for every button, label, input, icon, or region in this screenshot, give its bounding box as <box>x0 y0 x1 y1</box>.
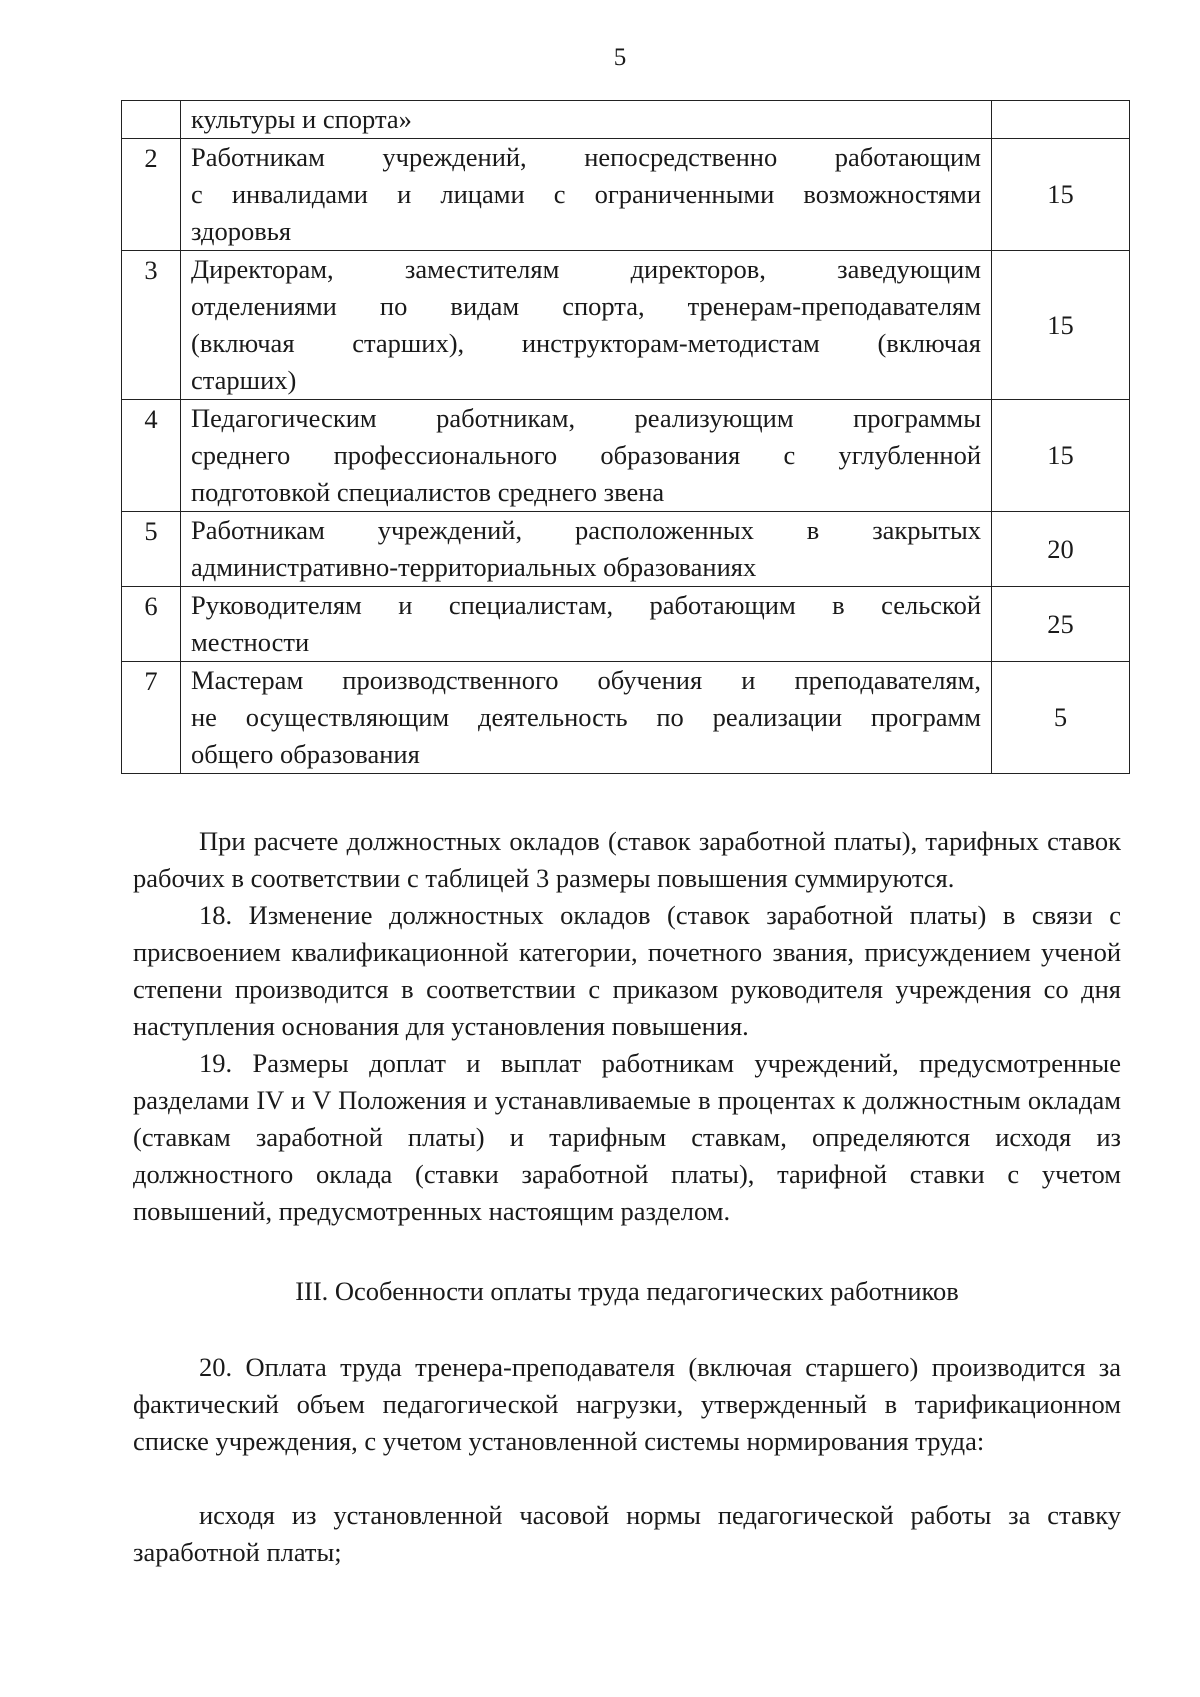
paragraph-calc-text: При расчете должностных окладов (ставок заработной платы), тарифных ставок рабочих в соответствии с таблицей 3 размеры повышения суммируются. <box>133 826 1121 893</box>
row-description <box>181 101 992 139</box>
row-description <box>181 139 992 251</box>
row-description-line: здоровья <box>191 216 292 246</box>
row-description-line: Работникам учреждений, расположенных в закрытых <box>191 515 981 545</box>
row-value <box>992 101 1130 139</box>
row-description <box>181 587 992 662</box>
paragraph-20-text: 20. Оплата труда тренера-преподавателя (включая старшего) производится за фактический объем педагогической нагрузки, утвержденный в тарификационном списке учреждения, с учетом установленной системы нормирования труда: <box>133 1352 1121 1456</box>
table-row <box>122 662 1130 774</box>
paragraph-19-text: 19. Размеры доплат и выплат работникам учреждений, предусмотренные разделами IV и V Положения и устанавливаемые в процентах к должностным окладам (ставкам заработной платы) и тарифным ставкам, определяются исходя из должностного оклада (ставки заработной платы), тарифной ставки с учетом повышений, предусмотренных настоящим разделом. <box>133 1048 1121 1226</box>
row-number <box>122 101 181 139</box>
table-row <box>122 512 1130 587</box>
row-number: 5 <box>122 512 181 587</box>
row-description-line: с инвалидами и лицами с ограниченными возможностями <box>191 179 981 209</box>
paragraph-19 <box>133 1045 1121 1230</box>
row-description-line: административно-территориальных образованиях <box>191 552 757 582</box>
row-value: 15 <box>992 139 1130 251</box>
allowance-table <box>121 100 1130 774</box>
row-description-line: старших) <box>191 365 297 395</box>
row-description-line: местности <box>191 627 310 657</box>
row-number: 6 <box>122 587 181 662</box>
row-number: 4 <box>122 400 181 512</box>
row-description-line: Мастерам производственного обучения и преподавателям, <box>191 665 981 695</box>
row-description-line: общего образования <box>191 739 420 769</box>
section-heading: III. Особенности оплаты труда педагогических работников <box>295 1276 959 1306</box>
row-description-line: Руководителям и специалистам, работающим в сельской <box>191 590 981 620</box>
row-value: 15 <box>992 251 1130 400</box>
row-description-line: подготовкой специалистов среднего звена <box>191 477 665 507</box>
paragraph-calc <box>133 823 1121 897</box>
row-description-line: (включая старших), инструкторам-методистам (включая <box>191 328 981 358</box>
row-description <box>181 400 992 512</box>
row-value: 15 <box>992 400 1130 512</box>
row-description-line: Педагогическим работникам, реализующим программы <box>191 403 981 433</box>
row-number: 3 <box>122 251 181 400</box>
table-row <box>122 587 1130 662</box>
row-value: 5 <box>992 662 1130 774</box>
row-description-line: среднего профессионального образования с углубленной <box>191 440 981 470</box>
row-description-line: культуры и спорта» <box>191 104 412 134</box>
row-value: 25 <box>992 587 1130 662</box>
row-description-line: не осуществляющим деятельность по реализации программ <box>191 702 981 732</box>
paragraph-20 <box>133 1349 1121 1460</box>
table-row <box>122 101 1130 139</box>
row-description-line: Директорам, заместителям директоров, заведующим <box>191 254 981 284</box>
table-row <box>122 139 1130 251</box>
table-row <box>122 400 1130 512</box>
row-number: 7 <box>122 662 181 774</box>
paragraph-20-sub-text: исходя из установленной часовой нормы педагогической работы за ставку заработной платы; <box>133 1500 1121 1567</box>
row-description <box>181 662 992 774</box>
page-number: 5 <box>613 44 627 71</box>
row-description <box>181 512 992 587</box>
row-value: 20 <box>992 512 1130 587</box>
row-description-line: Работникам учреждений, непосредственно работающим <box>191 142 981 172</box>
row-number: 2 <box>122 139 181 251</box>
row-description <box>181 251 992 400</box>
paragraph-18 <box>133 897 1121 1045</box>
paragraph-20-sub <box>133 1497 1121 1571</box>
paragraph-18-text: 18. Изменение должностных окладов (ставок заработной платы) в связи с присвоением квалификационной категории, почетного звания, присуждением ученой степени производится в соответствии с приказом руководителя учреждения со дня наступления основания для установления повышения. <box>133 900 1121 1041</box>
row-description-line: отделениями по видам спорта, тренерам-преподавателям <box>191 291 981 321</box>
table-row <box>122 251 1130 400</box>
